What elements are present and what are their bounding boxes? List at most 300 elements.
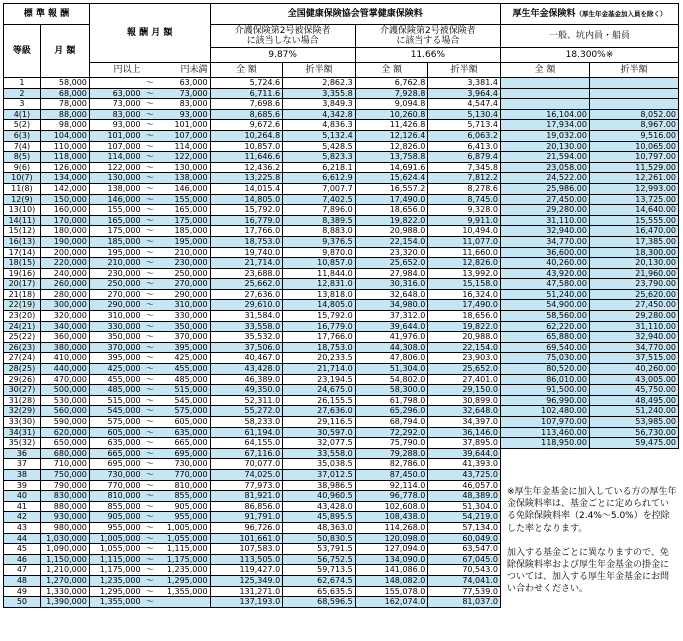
total-b-cell: 65,296.0 bbox=[355, 406, 428, 417]
from-cell: 310,000 bbox=[89, 311, 142, 322]
half-a-cell: 20,233.5 bbox=[283, 353, 356, 364]
total-b-cell: 10,260.8 bbox=[355, 109, 428, 120]
from-cell: 107,000 bbox=[89, 141, 142, 152]
total-a-cell: 25,662.0 bbox=[210, 279, 283, 290]
total-c-cell: 19,032.00 bbox=[500, 130, 589, 141]
monthly-cell: 104,000 bbox=[40, 130, 89, 141]
total-b-cell: 27,984.0 bbox=[355, 268, 428, 279]
half-b-cell: 11,660.0 bbox=[428, 247, 501, 258]
half-a-cell: 5,428.5 bbox=[283, 141, 356, 152]
total-b-cell: 37,312.0 bbox=[355, 311, 428, 322]
to-cell: 635,000 bbox=[157, 427, 210, 438]
half-b-cell: 23,903.0 bbox=[428, 353, 501, 364]
half-b-cell: 29,150.0 bbox=[428, 385, 501, 396]
monthly-cell: 118,000 bbox=[40, 152, 89, 163]
half-c-cell: 32,940.00 bbox=[589, 332, 678, 343]
total-a-cell: 40,467.0 bbox=[210, 353, 283, 364]
from-cell: 101,000 bbox=[89, 130, 142, 141]
monthly-cell: 1,330,000 bbox=[40, 586, 89, 597]
grade-cell: 30(27) bbox=[4, 385, 41, 396]
total-c-cell: 96,990.00 bbox=[500, 395, 589, 406]
half-a-cell: 68,596.5 bbox=[283, 597, 356, 608]
table-row bbox=[4, 427, 679, 438]
monthly-cell: 530,000 bbox=[40, 395, 89, 406]
grade-cell: 28(25) bbox=[4, 364, 41, 375]
tilde-cell: ～ bbox=[143, 353, 157, 364]
tilde-cell: ～ bbox=[143, 544, 157, 555]
from-cell: 575,000 bbox=[89, 417, 142, 428]
total-b-cell: 120,098.0 bbox=[355, 533, 428, 544]
half-c-cell: 45,750.00 bbox=[589, 385, 678, 396]
from-cell: 1,355,000 bbox=[89, 597, 142, 608]
half-c-cell bbox=[589, 88, 678, 99]
monthly-cell: 220,000 bbox=[40, 258, 89, 269]
monthly-cell: 160,000 bbox=[40, 205, 89, 216]
table-row bbox=[4, 130, 679, 141]
monthly-cell: 440,000 bbox=[40, 364, 89, 375]
from-cell bbox=[89, 78, 142, 89]
tilde-cell: ～ bbox=[143, 205, 157, 216]
from-cell: 665,000 bbox=[89, 448, 142, 459]
to-cell: 230,000 bbox=[157, 258, 210, 269]
total-b-cell: 141,086.0 bbox=[355, 565, 428, 576]
from-cell: 730,000 bbox=[89, 469, 142, 480]
total-a-cell: 131,271.0 bbox=[210, 586, 283, 597]
col-b-header: 介護保険第2号被保険者 に該当する場合 bbox=[355, 25, 500, 48]
from-cell: 605,000 bbox=[89, 427, 142, 438]
half-c-cell: 51,240.00 bbox=[589, 406, 678, 417]
total-a-cell: 11,646.6 bbox=[210, 152, 283, 163]
to-cell: 545,000 bbox=[157, 395, 210, 406]
half-a-cell: 4,342.8 bbox=[283, 109, 356, 120]
monthly-cell: 240,000 bbox=[40, 268, 89, 279]
total-c-cell bbox=[500, 88, 589, 99]
tilde-cell: ～ bbox=[143, 427, 157, 438]
to-cell: 855,000 bbox=[157, 491, 210, 502]
tilde-cell: ～ bbox=[143, 374, 157, 385]
total-b-cell: 12,126.4 bbox=[355, 130, 428, 141]
total-c-cell: 51,240.00 bbox=[500, 289, 589, 300]
total-b-cell: 6,762.8 bbox=[355, 78, 428, 89]
monthly-cell: 88,000 bbox=[40, 109, 89, 120]
table-row bbox=[4, 311, 679, 322]
table-row bbox=[4, 78, 679, 89]
grade-cell: 49 bbox=[4, 586, 41, 597]
monthly-cell: 280,000 bbox=[40, 289, 89, 300]
half-b-cell: 6,413.0 bbox=[428, 141, 501, 152]
col-a-header: 介護保険第2号被保険者 に該当しない場合 bbox=[210, 25, 355, 48]
half-c-cell: 9,516.00 bbox=[589, 130, 678, 141]
grade-cell: 43 bbox=[4, 522, 41, 533]
monthly-cell: 58,000 bbox=[40, 78, 89, 89]
half-b-cell: 67,045.0 bbox=[428, 554, 501, 565]
from-cell: 1,005,000 bbox=[89, 533, 142, 544]
from-cell: 350,000 bbox=[89, 332, 142, 343]
monthly-cell: 1,390,000 bbox=[40, 597, 89, 608]
to-cell: 955,000 bbox=[157, 512, 210, 523]
grade-cell: 17(14) bbox=[4, 247, 41, 258]
monthly-cell: 68,000 bbox=[40, 88, 89, 99]
monthly-cell: 880,000 bbox=[40, 501, 89, 512]
from-cell: 138,000 bbox=[89, 183, 142, 194]
monthly-cell: 930,000 bbox=[40, 512, 89, 523]
total-a-cell: 119,427.0 bbox=[210, 565, 283, 576]
table-row bbox=[4, 183, 679, 194]
tilde-cell: ～ bbox=[143, 448, 157, 459]
total-b-cell: 30,316.0 bbox=[355, 279, 428, 290]
from-cell: 290,000 bbox=[89, 300, 142, 311]
from-cell: 635,000 bbox=[89, 438, 142, 449]
half-b-cell: 25,652.0 bbox=[428, 364, 501, 375]
from-cell: 905,000 bbox=[89, 512, 142, 523]
col-c-header: 一般、坑内員・船員 bbox=[500, 25, 678, 48]
to-cell: 515,000 bbox=[157, 385, 210, 396]
total-c-cell bbox=[500, 78, 589, 89]
grade-cell: 23(20) bbox=[4, 311, 41, 322]
half-b-cell: 20,988.0 bbox=[428, 332, 501, 343]
pension-header: 厚生年金保険料（厚生年金基金加入員を除く） bbox=[500, 4, 678, 25]
half-a-cell: 45,895.5 bbox=[283, 512, 356, 523]
half-b-cell: 37,895.0 bbox=[428, 438, 501, 449]
monthly-cell: 1,150,000 bbox=[40, 554, 89, 565]
monthly-cell: 710,000 bbox=[40, 459, 89, 470]
total-a-cell: 77,973.0 bbox=[210, 480, 283, 491]
to-cell: 155,000 bbox=[157, 194, 210, 205]
tilde-cell: ～ bbox=[143, 173, 157, 184]
grade-cell: 9(6) bbox=[4, 162, 41, 173]
total-a-cell: 96,726.0 bbox=[210, 522, 283, 533]
grade-cell: 45 bbox=[4, 544, 41, 555]
half-a-cell: 14,805.0 bbox=[283, 300, 356, 311]
grade-cell: 13(10) bbox=[4, 205, 41, 216]
from-cell: 370,000 bbox=[89, 342, 142, 353]
from-cell: 545,000 bbox=[89, 406, 142, 417]
grade-cell: 21(18) bbox=[4, 289, 41, 300]
half-a-cell: 7,896.0 bbox=[283, 205, 356, 216]
monthly-cell: 590,000 bbox=[40, 417, 89, 428]
half-c-cell: 29,280.00 bbox=[589, 311, 678, 322]
table-row bbox=[4, 385, 679, 396]
grade-cell: 22(19) bbox=[4, 300, 41, 311]
from-cell: 93,000 bbox=[89, 120, 142, 131]
table-row bbox=[4, 258, 679, 269]
grade-cell: 16(13) bbox=[4, 236, 41, 247]
total-c-header: 全 額 bbox=[500, 63, 589, 78]
tilde-cell: ～ bbox=[143, 491, 157, 502]
total-b-cell: 51,304.0 bbox=[355, 364, 428, 375]
monthly-cell: 142,000 bbox=[40, 183, 89, 194]
from-cell: 395,000 bbox=[89, 353, 142, 364]
half-b-cell: 16,324.0 bbox=[428, 289, 501, 300]
to-cell: 1,235,000 bbox=[157, 565, 210, 576]
total-a-cell: 74,025.0 bbox=[210, 469, 283, 480]
total-b-cell: 16,557.2 bbox=[355, 183, 428, 194]
half-b-cell: 51,304.0 bbox=[428, 501, 501, 512]
table-row bbox=[4, 332, 679, 343]
half-a-cell: 43,428.0 bbox=[283, 501, 356, 512]
tilde-cell: ～ bbox=[143, 120, 157, 131]
total-b-cell: 82,786.0 bbox=[355, 459, 428, 470]
total-b-cell: 155,078.0 bbox=[355, 586, 428, 597]
half-c-cell bbox=[589, 78, 678, 89]
tilde-cell: ～ bbox=[143, 215, 157, 226]
monthly-cell: 78,000 bbox=[40, 99, 89, 110]
half-a-cell: 18,753.0 bbox=[283, 342, 356, 353]
total-b-cell: 11,426.8 bbox=[355, 120, 428, 131]
half-a-cell: 13,818.0 bbox=[283, 289, 356, 300]
tilde-cell: ～ bbox=[143, 268, 157, 279]
to-cell: 270,000 bbox=[157, 279, 210, 290]
total-b-cell: 87,450.0 bbox=[355, 469, 428, 480]
from-cell: 1,235,000 bbox=[89, 575, 142, 586]
note-paragraph-2: 加入する基金ごとに異なりますので、免除保険料率および厚生年金基金の掛金については、加入する厚生年金基金にお問い合わせください。 bbox=[507, 547, 670, 595]
tilde-cell: ～ bbox=[143, 78, 157, 89]
half-b-cell: 48,389.0 bbox=[428, 491, 501, 502]
total-c-cell: 54,900.00 bbox=[500, 300, 589, 311]
monthly-cell: 1,030,000 bbox=[40, 533, 89, 544]
half-c-cell: 10,065.00 bbox=[589, 141, 678, 152]
half-c-cell: 12,993.00 bbox=[589, 183, 678, 194]
tilde-cell: ～ bbox=[143, 501, 157, 512]
half-a-cell: 10,857.0 bbox=[283, 258, 356, 269]
half-b-cell: 8,745.0 bbox=[428, 194, 501, 205]
grade-cell: 40 bbox=[4, 491, 41, 502]
to-cell: 1,355,000 bbox=[157, 586, 210, 597]
total-c-cell: 91,500.00 bbox=[500, 385, 589, 396]
half-c-cell: 31,110.00 bbox=[589, 321, 678, 332]
half-a-cell: 17,766.0 bbox=[283, 332, 356, 343]
half-b-cell: 8,278.6 bbox=[428, 183, 501, 194]
total-c-cell: 16,104.00 bbox=[500, 109, 589, 120]
half-c-cell: 15,555.00 bbox=[589, 215, 678, 226]
from-cell: 515,000 bbox=[89, 395, 142, 406]
total-a-cell: 10,857.0 bbox=[210, 141, 283, 152]
table-row bbox=[4, 406, 679, 417]
monthly-cell: 180,000 bbox=[40, 226, 89, 237]
from-cell: 63,000 bbox=[89, 88, 142, 99]
monthly-cell: 680,000 bbox=[40, 448, 89, 459]
tilde-cell: ～ bbox=[143, 152, 157, 163]
total-c-cell: 34,770.00 bbox=[500, 236, 589, 247]
total-b-cell: 22,154.0 bbox=[355, 236, 428, 247]
total-c-cell: 62,220.00 bbox=[500, 321, 589, 332]
grade-cell: 37 bbox=[4, 459, 41, 470]
total-a-cell: 46,389.0 bbox=[210, 374, 283, 385]
total-a-cell: 86,856.0 bbox=[210, 501, 283, 512]
total-b-cell: 17,490.0 bbox=[355, 194, 428, 205]
from-cell: 83,000 bbox=[89, 109, 142, 120]
tilde-cell: ～ bbox=[143, 183, 157, 194]
to-cell: 122,000 bbox=[157, 152, 210, 163]
tilde-cell: ～ bbox=[143, 258, 157, 269]
monthly-cell: 320,000 bbox=[40, 311, 89, 322]
tilde-cell: ～ bbox=[143, 554, 157, 565]
half-a-cell: 3,849.3 bbox=[283, 99, 356, 110]
to-cell: 114,000 bbox=[157, 141, 210, 152]
table-row bbox=[4, 289, 679, 300]
half-a-cell: 32,077.5 bbox=[283, 438, 356, 449]
half-b-cell: 18,656.0 bbox=[428, 311, 501, 322]
note-paragraph-1: ※厚生年金基金に加入している方の厚生年金保険料率は、基金ごとに定められている免除保険料率（2.4%～5.0%）を控除した率となります。 bbox=[507, 487, 677, 534]
half-b-cell: 13,992.0 bbox=[428, 268, 501, 279]
total-a-cell: 13,225.8 bbox=[210, 173, 283, 184]
table-row bbox=[4, 300, 679, 311]
half-c-cell: 11,529.00 bbox=[589, 162, 678, 173]
grade-cell: 4(1) bbox=[4, 109, 41, 120]
grade-cell: 44 bbox=[4, 533, 41, 544]
rate-c: 18.300%※ bbox=[500, 48, 678, 63]
table-row bbox=[4, 194, 679, 205]
from-cell: 175,000 bbox=[89, 226, 142, 237]
to-cell: 130,000 bbox=[157, 162, 210, 173]
half-b-cell: 17,490.0 bbox=[428, 300, 501, 311]
grade-cell: 5(2) bbox=[4, 120, 41, 131]
total-c-cell bbox=[500, 99, 589, 110]
to-cell: 165,000 bbox=[157, 205, 210, 216]
half-c-cell: 34,770.00 bbox=[589, 342, 678, 353]
half-c-cell: 14,640.00 bbox=[589, 205, 678, 216]
tilde-cell: ～ bbox=[143, 332, 157, 343]
from-cell: 1,055,000 bbox=[89, 544, 142, 555]
total-a-cell: 107,583.0 bbox=[210, 544, 283, 555]
monthly-cell: 380,000 bbox=[40, 342, 89, 353]
from-cell: 195,000 bbox=[89, 247, 142, 258]
from-cell: 1,175,000 bbox=[89, 565, 142, 576]
total-b-cell: 32,648.0 bbox=[355, 289, 428, 300]
tilde-cell: ～ bbox=[143, 300, 157, 311]
total-b-cell: 102,608.0 bbox=[355, 501, 428, 512]
from-cell: 955,000 bbox=[89, 522, 142, 533]
total-a-cell: 37,506.0 bbox=[210, 342, 283, 353]
half-a-cell: 53,791.5 bbox=[283, 544, 356, 555]
monthly-cell: 980,000 bbox=[40, 522, 89, 533]
to-cell: 250,000 bbox=[157, 268, 210, 279]
half-b-cell: 9,911.0 bbox=[428, 215, 501, 226]
grade-cell: 14(11) bbox=[4, 215, 41, 226]
from-cell: 146,000 bbox=[89, 194, 142, 205]
from-cell: 210,000 bbox=[89, 258, 142, 269]
rate-b: 11.66% bbox=[355, 48, 500, 63]
to-cell: 138,000 bbox=[157, 173, 210, 184]
monthly-header: 月 額 bbox=[40, 25, 89, 78]
to-cell: 1,005,000 bbox=[157, 522, 210, 533]
half-a-cell: 6,612.9 bbox=[283, 173, 356, 184]
total-a-cell: 29,610.0 bbox=[210, 300, 283, 311]
grade-cell: 15(12) bbox=[4, 226, 41, 237]
total-a-cell: 15,792.0 bbox=[210, 205, 283, 216]
to-cell: 665,000 bbox=[157, 438, 210, 449]
half-b-cell: 70,543.0 bbox=[428, 565, 501, 576]
half-b-cell: 39,644.0 bbox=[428, 448, 501, 459]
from-cell: 485,000 bbox=[89, 385, 142, 396]
half-a-cell: 26,155.5 bbox=[283, 395, 356, 406]
total-a-cell: 8,685.6 bbox=[210, 109, 283, 120]
half-c-cell: 8,052.00 bbox=[589, 109, 678, 120]
to-cell: 83,000 bbox=[157, 99, 210, 110]
total-c-cell: 118,950.00 bbox=[500, 438, 589, 449]
grade-cell: 26(23) bbox=[4, 342, 41, 353]
half-b-cell: 7,812.2 bbox=[428, 173, 501, 184]
from-cell: 695,000 bbox=[89, 459, 142, 470]
grade-cell: 39 bbox=[4, 480, 41, 491]
total-c-cell: 36,600.00 bbox=[500, 247, 589, 258]
standard-remuneration-header: 標 準 報 酬 bbox=[4, 4, 90, 25]
monthly-cell: 260,000 bbox=[40, 279, 89, 290]
to-cell: 101,000 bbox=[157, 120, 210, 131]
half-c-cell: 17,385.00 bbox=[589, 236, 678, 247]
half-a-cell: 38,986.5 bbox=[283, 480, 356, 491]
grade-cell: 12(9) bbox=[4, 194, 41, 205]
half-a-cell: 29,116.5 bbox=[283, 417, 356, 428]
total-a-cell: 91,791.0 bbox=[210, 512, 283, 523]
monthly-cell: 410,000 bbox=[40, 353, 89, 364]
half-b-cell: 54,219.0 bbox=[428, 512, 501, 523]
total-a-cell: 43,428.0 bbox=[210, 364, 283, 375]
to-cell: 1,295,000 bbox=[157, 575, 210, 586]
half-c-cell: 48,495.00 bbox=[589, 395, 678, 406]
grade-cell: 34(31) bbox=[4, 427, 41, 438]
half-b-cell: 10,494.0 bbox=[428, 226, 501, 237]
total-a-cell: 81,921.0 bbox=[210, 491, 283, 502]
grade-cell: 50 bbox=[4, 597, 41, 608]
half-a-cell: 11,844.0 bbox=[283, 268, 356, 279]
from-cell: 250,000 bbox=[89, 279, 142, 290]
total-a-cell: 12,436.2 bbox=[210, 162, 283, 173]
half-b-cell: 5,713.4 bbox=[428, 120, 501, 131]
total-a-cell: 55,272.0 bbox=[210, 406, 283, 417]
total-b-cell: 108,438.0 bbox=[355, 512, 428, 523]
total-b-cell: 19,822.0 bbox=[355, 215, 428, 226]
total-c-cell: 24,522.00 bbox=[500, 173, 589, 184]
total-a-cell: 52,311.0 bbox=[210, 395, 283, 406]
table-row bbox=[4, 236, 679, 247]
from-header: 円以上 bbox=[89, 63, 142, 78]
total-b-cell: 44,308.0 bbox=[355, 342, 428, 353]
tilde-cell: ～ bbox=[143, 406, 157, 417]
half-a-cell: 16,779.0 bbox=[283, 321, 356, 332]
table-row bbox=[4, 247, 679, 258]
half-b-cell: 7,345.8 bbox=[428, 162, 501, 173]
total-c-cell: 40,260.00 bbox=[500, 258, 589, 269]
grade-cell: 11(8) bbox=[4, 183, 41, 194]
from-cell: 185,000 bbox=[89, 236, 142, 247]
to-cell: 185,000 bbox=[157, 226, 210, 237]
table-row bbox=[4, 152, 679, 163]
total-c-cell: 21,594.00 bbox=[500, 152, 589, 163]
grade-header: 等級 bbox=[4, 25, 41, 78]
tilde-cell: ～ bbox=[143, 575, 157, 586]
total-a-cell: 6,711.6 bbox=[210, 88, 283, 99]
total-c-cell: 27,450.00 bbox=[500, 194, 589, 205]
to-cell: 195,000 bbox=[157, 236, 210, 247]
half-c-cell: 23,790.00 bbox=[589, 279, 678, 290]
total-b-cell: 114,268.0 bbox=[355, 522, 428, 533]
tilde-cell: ～ bbox=[143, 289, 157, 300]
half-a-cell: 62,674.5 bbox=[283, 575, 356, 586]
from-cell: 230,000 bbox=[89, 268, 142, 279]
total-a-cell: 21,714.0 bbox=[210, 258, 283, 269]
total-a-cell: 7,698.6 bbox=[210, 99, 283, 110]
half-a-cell: 27,636.0 bbox=[283, 406, 356, 417]
total-a-cell: 9,672.6 bbox=[210, 120, 283, 131]
table-row bbox=[4, 205, 679, 216]
half-b-cell: 12,826.0 bbox=[428, 258, 501, 269]
total-c-cell: 47,580.00 bbox=[500, 279, 589, 290]
total-b-cell: 47,806.0 bbox=[355, 353, 428, 364]
table-row bbox=[4, 438, 679, 449]
grade-cell: 25(22) bbox=[4, 332, 41, 343]
half-b-cell: 46,057.0 bbox=[428, 480, 501, 491]
